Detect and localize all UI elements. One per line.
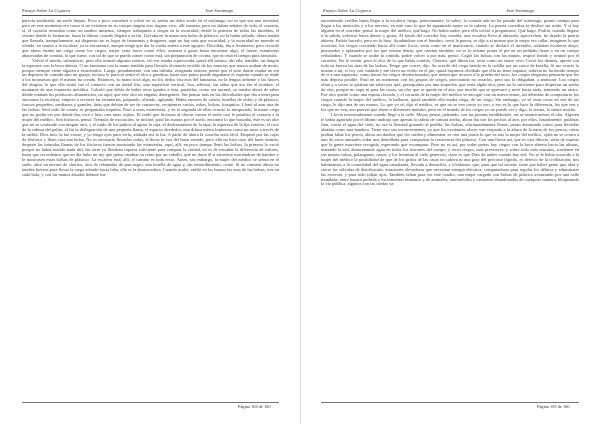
page-number: Página 105 de 160 [537,404,570,409]
header-title: Ensayo Sobre La Ceguera [22,8,71,13]
paragraph: Llovía torrencialmente cuando llegó a la calle. Mejor, pensó, jadeando, con las piernas temblándole, así se sentirá menos el olor. Alguien le había agarrado por el último andrajo que apenas la cubría de cintura arriba, ahora iba con los pechos al aire, por ellos, lustralmente, pulabras fina, corría el agua del cielo, no era la libertad guiando al pueblo, las bolsas, afortunadamente llenas, pesan demasiado como para llevarlas alzadas como una bandera. Tiene esto sus inconvenientes, ya que los excitantes olores van viajando a la altura de la nariz de los perros, cómo podían faltar los perros, ahora sin dueños que los cuiden y alimenten, es casi una jauría lo que va tras la mujer del médico, ojalá no se ocurra a uno de estos animales ordar una dentellada para comprobar la resistencia del plástico. Con una lluvia así, que es casi diluvio, sería de esperar que la gente estuviese recogida, esperando que escampase. Pero no es así, por todas partes hay ciegos con la boca abierta hacia las alturas, matando la sed, almacenando agua en todos los rincones del cuerpo, y otros ciegos, más previsores, y sobre todo más sensatos, sostienen en sus manos cubos, palanganas, cazos, y los levantan al cielo generoso, claro es que Dios da nubes cuando hay sed. No se le había ocurrido a la mujer del médico la posibilidad de que de los grifos de las casas no saliera ni una gota del precioso líquido, es defecto de la civilización, nos habituamos a la comodidad del agua canalizada, llevada a domicilio, y olvidamos que, para que tal suceda, tiene que haber gente que abra y cierre las válvulas de distribución, estaciones elevadoras que necesitan energía eléctrica, computadoras para regular los débitos y administrar las reservas, y para todo faltan ojos. También faltan para ver este cuadro, una mujer cargada con bolsas de plástico avanzando por una calle inundada, entre basura podrida y excrementos humanos y de animales, automóviles y camiones abandonados de cualquier manera, bloqueando la vía pública, algunos con las ruedas ya [321,112,579,187]
paragraph: Volvió el miedo, subrepticio, pero ella avanzó algunos metros, vió ver estaba equivocada, quizá allí mismo, ahí ella, temible, un dragón la esperase con la boca abierta. O un fantasma con la mano tendida para llevarla al mundo terrible de los muertos que nunca acaban de morir, porque siempre viene alguien a resucitarlos. Luego, pesadamente, con una infinita, resignada tristeza, pensó que el sitio donde estaba no era un depósito de comida sino un garaje, incluso le pareció sentir el olor a gasolina, hasta este punto puede engañarse el espíritu cuando se rinde a los monstruos que él mismo ha creado. Entonces, su mano tocó algo, no los dedos viscosos del fantasma, no la lengua ardiente y las fauces del dragón, lo que ella sintió fue el contacto con un metal frío, una superficie vertical, lisa, adivinó, sin saber que era ése el nombre, el montante de una estantería metálica. Calculó que debía de haber otras iguales a ésta, paralelas, como era normal, se trataba ahora de saber dónde estaban los productos alimenticios, no aquí, que este olor no engaña, detergentes. Sin pensar más en las dificultades que iba a tener para encontrar la escalera, empezó a recorrer las estanterías, palpando, oliendo, agitando. Había envases de cartón, botellas de vidrio y de plástico, frascos pequeños, medianos y grandes, latas que debían de ser de conservas, recipientes varios, tubos, bolsas, frasquitos. Llenó al azar una de las bolsas. Será todo de comer, se preguntaba inquieta. Pasó a otras estanterías, y en la segunda de ellas ocurrió lo inesperado, la mano ciega que no podía ver por dónde iba, tocó e hizo caer unas cajitas. El ruido que hicieron al chocar contra el suelo casi le paraliza el corazón a la mujer del médico. Son fósforos, pensó. Trémula de excitación, se inclinó, pasó las manos por el suelo, encontró lo que buscaba, éste es un olor que no se confunde con ningún otro, y el ruido de los palitos al agitar la caja, el deslizamiento de la tapa, la aspereza de la lija exterior, el roce de la cabeza del palito, al fin la deflagración de una pequeña llama, el espacio alrededor, una difusa esfera luminosa como un astro a través de la niebla. Dios mío, la luz existe, y yo tengo ojos para verla, alabada sea la luz. A partir de ahora la cosecha sería fácil. Empezó por las cajas de fósforos y llenó casi una bolsa. No es necesario llevarlas todas, le decía la voz del buen sentido, pero ella no hizo caso del buen sentido, después las trémulas llamas de los fósforos fueron mostrando las estanterías, aquí, allí, en poco tiempo llenó las bolsas, la primera la vació porque no había metido nada útil, las otras ya llevaban riqueza suficiente para comprar la ciudad, no es de extrañar la diferencia de valores, basta que recordemos que un día hubo un rey que quiso cambiar su reino por un caballo, qué no daría él si estuviese muriéndose de hambre y le mostrasen estas bolsas de plástico. La escalera está, allí, el camino es todo recto. Antes, sin embargo, la mujer del médico se sienta en el suelo, abre un envase de chorizo, otro de rebanadas de pan negro, una botella de agua y, sin remordimiento, come. Si no comiese ahora no tendría fuerzas para llevar la carga adonde hacía falta, ella es la abastecedora. Cuando acabó, enfiló en los brazos las asas de las bolsas, tres en cada lado, y con las manos alzadas delante fue [22,57,279,177]
header-title: Ensayo Sobre La Ceguera [323,8,372,13]
page-number: Página 104 de 160 [238,404,271,409]
header-author: José Saramago [506,8,535,13]
right-page [300,0,600,424]
footer-rule [22,402,279,403]
paragraph: parecía sembrado, un suelo limpio. Poco a poco comenzó a volver en sí, sentía un dolor sordo en el estómago, no es que sea una novedad, pero en este momento era como si no existiese en su cuerpo ningún otro órgano vivo, allí estarían, pero no daban señales de vida, el corazón, sí, el corazón resonaba como un tambor inmenso, siempre trabajando a ciegas en la oscuridad, desde la primera de todas las tinieblas, el vientre donde lo formaron, hasta la última, cuando llegará a su fin. Llevaba en la mano una bolsa de plástico, no la había soltado, ahora tendrá que llenarla, tranquilamente, así dispuesto no es lugar de fantasmas y dragones, aquí no hay más que oscuridad, y la oscuridad no muerde ni ofende, en cuanto a la escalera, ya la encontraré, aunque tenga que dar la vuelta entera a este agujero. Decidida, iba a levantarse, pero recordó que ahora estaba tan ciega como los ciegos, mejor sería hacer como ellos, avanzar a gatas hasta encontrar algo, el frente, estanterías abarrotadas de comida, lo que fuese, con tal de que se pueda comer como está, sin preparación de cocina, que no está el tiempo para fantasías. [22,18,279,58]
page-body [321,19,579,187]
header-rule [321,15,579,16]
paragraph: encontrando cerillas hasta llegar a la escalera, luego, penosamente, la subió, la comida aún no ha pasado del estómago, pronto tiempo para llegar a los músculos y a los nervios, en este caso lo que ha aguantado mejor es la cabeza. La puerta corrediza se deslizó sin ruido. Y si hay alguien en el corredor, pensó la mujer del médico, qué hago. No había nadie, pero ella volvió a preguntarse, Qué hago. Podría, cuando llegase a la salida, volverse hacia dentro y gritar, Al fondo del corredor hay comida, una escalera lleva al almacén, aprovechen, he dejado la puerta abierta. Podría hacerlo, pero no lo hizo. Ayudándose con el hombro, cerró la puerta, se dijo a sí misma que lo mejor era callar, imaginen lo que ocurriría, los ciegos corriendo hacia allí como locos, sería como en el manicomio, cuando se declaró el incendio, rodarían escaleras abajo, pisoteados y aplastados por los que venían detrás, que caerían también, no es lo mismo poner el pie en un peldaño firme o en un cuerpo resbaladizo. Y cuando se acabe la comida, podré volver a por más, pensó. Cogió las bolsas con las manos, respiró hondo y avanzó por el corredor. No la verían, pero el olor de lo que había comido, Chorizo, qué idiota fui, sería como un rastro vivo. Cerró los dientes, apretó con toda su fuerza las asas de las bolsas, Tengo que correr, dijo. Se acordó del ciego herido en la rodilla por un casco de botella, Si me ocurre lo mismo a mí, si voy con cuidado y me clavo un vidrio en el pie, quizá hayamos olvidado que ella no tiene zapatos, todavía no ha tenido tiempo de ir a una zapatería, como hacen los ciegos desafortunados, que tienen que recurrir a la prueba del tacto, los ciegos elegantes pensarán que los más deprisa posible. Pasó en un momento con los grupos de ciegos, procurando no rozarlos, pero sus la obligaban, a aminorar. Los ciegos olían y a veces se giraban sin saber por qué, perseguidos por una sospecha, que sería algún olor, pero no lo suficiente para despertar un sueño de olor, porque no supo ni para las cosas, un olor que se queda en el aire, por mucho que se apresuró y miró hacia atrás, temiendo un rastro. Ese olor quedó como una espina clavada, y el corazón de la mujer del médico se encogió con un nuevo temor, así deberían de comportarse los ciegos cuando la mujer del médico, la hallaron, quizá también ella estaba ciega, de un ciego. Sin embargo, yo sé estas cosas en vez de ser ciego, le dijo una de sus manos. Lo que yo sé, dijo el médico, es que no se ven como yo veo, y eso es lo que hace la diferencia, los que ven y los que no ven, son puertas que abren a diferentes mundos, pero en el mundo de los ciegos yo no puedo ver y digo, lo siento, lo siento mucho. [321,18,579,113]
header-rule [22,15,279,16]
footer-rule [321,402,579,403]
page-body [22,19,279,178]
header-author: José Saramago [205,8,234,13]
